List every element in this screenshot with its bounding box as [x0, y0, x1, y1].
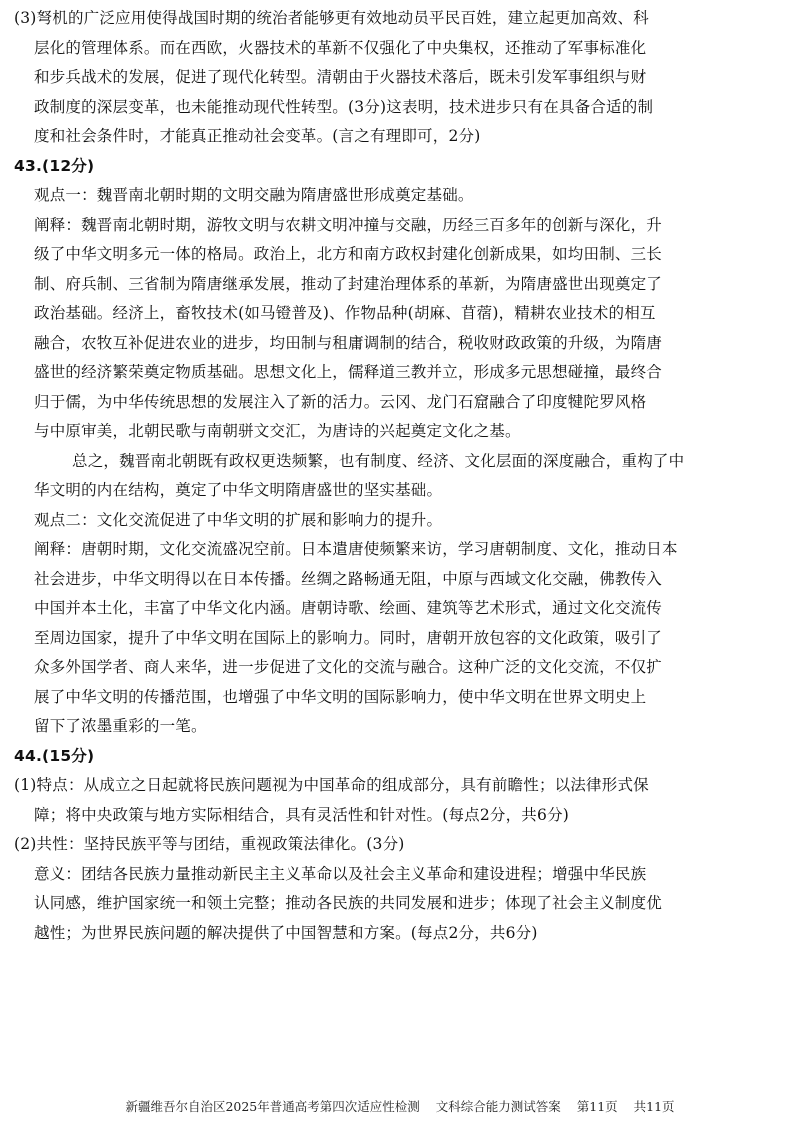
viewpoint-two: 观点二：文化交流促进了中华文明的扩展和影响力的提升。	[34, 510, 443, 529]
text-line: 华文明的内在结构，奠定了中华文明隋唐盛世的坚实基础。	[34, 481, 443, 499]
text-line: 融合，农牧互补促进农业的进步，均田制与租庸调制的结合，税收财政政策的升级，为隋唐	[34, 333, 663, 352]
text-line: 意义：团结各民族力量推动新民主主义革命以及社会主义革命和建设进程；增强中华民族	[34, 864, 647, 883]
question-heading-44: 44.(15分)	[14, 746, 95, 765]
footer-exam-title: 新疆维吾尔自治区2025年普通高考第四次适应性检测	[125, 1099, 420, 1114]
question-heading-43: 43.(12分)	[14, 156, 95, 175]
viewpoint-one: 观点一：魏晋南北朝时期的文明交融为隋唐盛世形成奠定基础。	[34, 186, 474, 204]
text-line: 级了中华文明多元一体的格局。政治上，北方和南方政权封建化创新成果，如均田制、三长	[34, 245, 663, 263]
text-line: 障；将中央政策与地方实际相结合，具有灵活性和针对性。(每点2分，共6分)	[34, 805, 570, 824]
text-line: 越性；为世界民族问题的解决提供了中国智慧和方案。(每点2分，共6分)	[34, 923, 538, 942]
page-footer	[0, 1097, 800, 1117]
text-line: 归于儒，为中华传统思想的发展注入了新的活力。云冈、龙门石窟融合了印度犍陀罗风格	[34, 392, 647, 411]
text-line: 留下了浓墨重彩的一笔。	[34, 717, 207, 735]
text-line: (3)弩机的广泛应用使得战国时期的统治者能够更有效地动员平民百姓，建立起更加高效、科	[14, 9, 649, 27]
footer-page-number: 第11页	[576, 1099, 618, 1114]
text-line: 中国并本土化，丰富了中华文化内涵。唐朝诗歌、绘画、建筑等艺术形式，通过文化交流传	[34, 599, 663, 617]
text-line: 阐释：唐朝时期，文化交流盛况空前。日本遣唐使频繁来访，学习唐朝制度、文化，推动日本	[34, 540, 678, 558]
text-line: 与中原审美，北朝民歌与南朝骈文交汇，为唐诗的兴起奠定文化之基。	[34, 422, 521, 440]
text-line: 社会进步，中华文明得以在日本传播。丝绸之路畅通无阻，中原与西域文化交融，佛教传入	[34, 569, 663, 588]
text-line: 阐释：魏晋南北朝时期，游牧文明与农耕文明冲撞与交融，历经三百多年的创新与深化，升	[34, 215, 663, 234]
text-line: 和步兵战术的发展，促进了现代化转型。清朝由于火器技术落后，既未引发军事组织与财	[34, 68, 647, 86]
text-line: (1)特点：从成立之日起就将民族问题视为中国革命的组成部分，具有前瞻性；以法律形式保	[14, 776, 649, 794]
text-line: 认同感，维护国家统一和领土完整；推动各民族的共同发展和进步；体现了社会主义制度优	[34, 894, 663, 912]
footer-subject: 文科综合能力测试答案	[435, 1099, 561, 1114]
text-line: 政制度的深层变革，也未能推动现代性转型。(3分)这表明，技术进步只有在具备合适的制	[34, 97, 654, 116]
text-line: 度和社会条件时，才能真正推动社会变革。(言之有理即可，2分)	[34, 127, 481, 145]
text-line: (2)共性：坚持民族平等与团结，重视政策法律化。(3分)	[14, 835, 405, 853]
text-line: 总之，魏晋南北朝既有政权更迭频繁，也有制度、经济、文化层面的深度融合，重构了中	[72, 451, 685, 470]
text-line: 众多外国学者、商人来华，进一步促进了文化的交流与融合。这种广泛的文化交流，不仅扩	[34, 658, 663, 676]
answer-page	[14, 4, 790, 1094]
text-line: 政治基础。经济上，畜牧技术(如马镫普及)、作物品种(胡麻、苜蓿)，精耕农业技术的相互	[34, 304, 656, 322]
text-line: 盛世的经济繁荣奠定物质基础。思想文化上，儒释道三教并立，形成多元思想碰撞，最终合	[34, 363, 663, 381]
footer-total-pages: 共11页	[633, 1099, 675, 1114]
text-line: 展了中华文明的传播范围，也增强了中华文明的国际影响力，使中华文明在世界文明史上	[34, 687, 647, 706]
text-line: 层化的管理体系。而在西欧，火器技术的革新不仅强化了中央集权，还推动了军事标准化	[34, 38, 647, 57]
text-line: 制、府兵制、三省制为隋唐继承发展，推动了封建治理体系的革新，为隋唐盛世出现奠定了	[34, 274, 663, 293]
text-line: 至周边国家，提升了中华文明在国际上的影响力。同时，唐朝开放包容的文化政策，吸引了	[34, 628, 663, 647]
